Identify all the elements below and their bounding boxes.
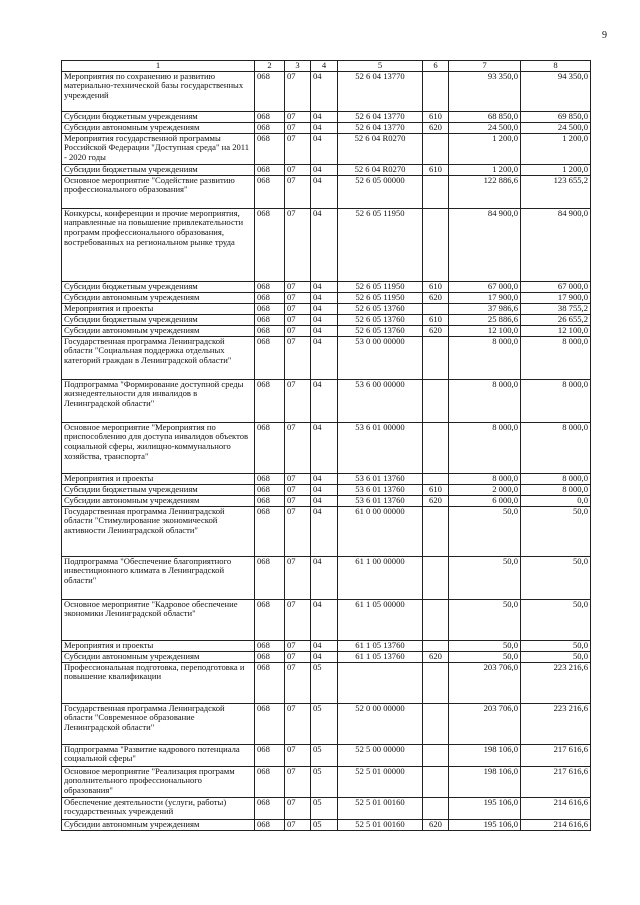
row-value-cell: 05 — [311, 797, 338, 819]
row-value-cell: 068 — [255, 703, 285, 744]
row-value-cell: 217 616,6 — [521, 744, 591, 766]
row-value-cell: 217 616,6 — [521, 766, 591, 797]
row-value-cell: 07 — [285, 703, 311, 744]
row-value-cell: 122 886,6 — [449, 175, 521, 208]
row-value-cell: 04 — [311, 175, 338, 208]
row-value-cell: 07 — [285, 484, 311, 495]
row-name-cell: Государственная программа Ленинградской области "Стимулирование экономической активности Ленинградской области" — [62, 506, 255, 556]
row-value-cell: 07 — [285, 506, 311, 556]
row-value-cell: 1 200,0 — [521, 164, 591, 175]
row-value-cell — [423, 422, 449, 473]
row-value-cell: 61 1 00 00000 — [338, 556, 423, 599]
row-value-cell: 07 — [285, 303, 311, 314]
row-value-cell: 04 — [311, 640, 338, 651]
row-value-cell: 07 — [285, 819, 311, 830]
row-name-cell: Субсидии бюджетным учреждениям — [62, 314, 255, 325]
row-value-cell: 52 5 01 00160 — [338, 797, 423, 819]
row-value-cell: 04 — [311, 292, 338, 303]
row-value-cell: 068 — [255, 164, 285, 175]
row-value-cell: 214 616,6 — [521, 819, 591, 830]
row-value-cell: 69 850,0 — [521, 111, 591, 122]
row-value-cell: 04 — [311, 484, 338, 495]
row-name-cell: Конкурсы, конференции и прочие мероприятия, направленные на повышение привлекательности программ профессионального образования, востребованных на региональном рынке труда — [62, 208, 255, 281]
row-name-cell: Мероприятия и проекты — [62, 640, 255, 651]
row-value-cell: 61 1 05 13760 — [338, 651, 423, 662]
row-value-cell: 12 100,0 — [449, 325, 521, 336]
row-value-cell: 068 — [255, 797, 285, 819]
row-value-cell: 12 100,0 — [521, 325, 591, 336]
table-row — [62, 556, 591, 599]
row-value-cell: 07 — [285, 314, 311, 325]
row-value-cell: 068 — [255, 422, 285, 473]
row-value-cell: 52 6 04 13770 — [338, 111, 423, 122]
row-value-cell: 05 — [311, 744, 338, 766]
row-value-cell: 07 — [285, 208, 311, 281]
row-value-cell: 04 — [311, 71, 338, 111]
row-value-cell: 52 0 00 00000 — [338, 703, 423, 744]
row-value-cell: 61 1 05 13760 — [338, 640, 423, 651]
row-value-cell: 07 — [285, 422, 311, 473]
row-name-cell: Основное мероприятие "Мероприятия по приспособлению для доступа инвалидов объектов социальной сферы, жилищно-коммунального хозяйства, транспорта" — [62, 422, 255, 473]
row-value-cell: 620 — [423, 292, 449, 303]
row-value-cell: 52 6 05 13760 — [338, 314, 423, 325]
row-value-cell: 068 — [255, 495, 285, 506]
row-value-cell: 068 — [255, 599, 285, 640]
row-value-cell: 07 — [285, 379, 311, 422]
row-value-cell: 068 — [255, 122, 285, 133]
page-number: 9 — [602, 30, 607, 41]
row-value-cell: 6 000,0 — [449, 495, 521, 506]
row-value-cell: 50,0 — [449, 556, 521, 599]
row-value-cell — [423, 473, 449, 484]
row-value-cell: 8 000,0 — [449, 473, 521, 484]
row-value-cell: 38 755,2 — [521, 303, 591, 314]
row-value-cell: 07 — [285, 599, 311, 640]
row-value-cell: 223 216,6 — [521, 662, 591, 703]
header-cell: 7 — [449, 61, 521, 72]
row-value-cell: 068 — [255, 662, 285, 703]
row-value-cell: 8 000,0 — [449, 379, 521, 422]
table-row — [62, 292, 591, 303]
row-value-cell: 07 — [285, 640, 311, 651]
table-row — [62, 473, 591, 484]
row-value-cell — [423, 208, 449, 281]
row-value-cell: 068 — [255, 336, 285, 379]
table-row — [62, 797, 591, 819]
row-value-cell: 620 — [423, 819, 449, 830]
row-value-cell: 198 106,0 — [449, 744, 521, 766]
row-value-cell: 07 — [285, 495, 311, 506]
row-value-cell: 07 — [285, 292, 311, 303]
row-value-cell: 214 616,6 — [521, 797, 591, 819]
row-value-cell: 07 — [285, 122, 311, 133]
row-name-cell: Подпрограмма "Обеспечение благоприятного инвестиционного климата в Ленинградской области" — [62, 556, 255, 599]
row-value-cell: 068 — [255, 208, 285, 281]
row-value-cell: 068 — [255, 744, 285, 766]
row-value-cell: 04 — [311, 599, 338, 640]
row-value-cell: 2 000,0 — [449, 484, 521, 495]
row-value-cell: 068 — [255, 766, 285, 797]
row-value-cell: 07 — [285, 651, 311, 662]
row-value-cell: 67 000,0 — [449, 281, 521, 292]
table-row — [62, 662, 591, 703]
row-name-cell: Подпрограмма "Формирование доступной среды жизнедеятельности для инвалидов в Ленинградской области" — [62, 379, 255, 422]
row-name-cell: Субсидии бюджетным учреждениям — [62, 484, 255, 495]
row-name-cell: Подпрограмма "Развитие кадрового потенциала социальной сферы" — [62, 744, 255, 766]
table-row — [62, 744, 591, 766]
row-value-cell: 04 — [311, 556, 338, 599]
row-value-cell: 07 — [285, 473, 311, 484]
row-name-cell: Основное мероприятие "Реализация программ дополнительного профессионального образования" — [62, 766, 255, 797]
table-row — [62, 314, 591, 325]
row-name-cell: Основное мероприятие "Содействие развитию профессионального образования" — [62, 175, 255, 208]
row-value-cell: 52 5 01 00160 — [338, 819, 423, 830]
row-value-cell: 04 — [311, 281, 338, 292]
row-value-cell: 8 000,0 — [521, 473, 591, 484]
row-value-cell: 068 — [255, 556, 285, 599]
row-value-cell: 17 900,0 — [521, 292, 591, 303]
row-value-cell: 1 200,0 — [521, 133, 591, 164]
row-value-cell: 8 000,0 — [449, 422, 521, 473]
row-value-cell: 0,0 — [521, 495, 591, 506]
row-value-cell: 07 — [285, 133, 311, 164]
row-value-cell: 61 1 05 00000 — [338, 599, 423, 640]
row-value-cell: 50,0 — [449, 599, 521, 640]
row-value-cell: 50,0 — [521, 651, 591, 662]
row-value-cell: 52 5 00 00000 — [338, 744, 423, 766]
row-value-cell: 24 500,0 — [449, 122, 521, 133]
row-value-cell — [423, 175, 449, 208]
row-value-cell: 1 200,0 — [449, 164, 521, 175]
header-cell: 2 — [255, 61, 285, 72]
row-value-cell: 07 — [285, 336, 311, 379]
table-row — [62, 164, 591, 175]
row-value-cell — [423, 303, 449, 314]
table-row — [62, 71, 591, 111]
row-value-cell: 50,0 — [449, 651, 521, 662]
row-value-cell: 1 200,0 — [449, 133, 521, 164]
row-value-cell: 068 — [255, 71, 285, 111]
row-value-cell: 068 — [255, 303, 285, 314]
row-name-cell: Мероприятия по сохранению и развитию материально-технической базы государственных учреждений — [62, 71, 255, 111]
row-value-cell: 53 6 01 00000 — [338, 422, 423, 473]
row-value-cell: 068 — [255, 281, 285, 292]
table-row — [62, 325, 591, 336]
row-value-cell: 04 — [311, 325, 338, 336]
row-value-cell: 04 — [311, 133, 338, 164]
table-row — [62, 379, 591, 422]
row-value-cell: 05 — [311, 766, 338, 797]
row-value-cell: 068 — [255, 473, 285, 484]
row-value-cell: 068 — [255, 111, 285, 122]
row-value-cell: 50,0 — [521, 599, 591, 640]
row-value-cell: 05 — [311, 662, 338, 703]
row-value-cell: 123 655,2 — [521, 175, 591, 208]
row-value-cell: 04 — [311, 303, 338, 314]
row-value-cell: 068 — [255, 651, 285, 662]
row-value-cell: 07 — [285, 111, 311, 122]
row-value-cell: 07 — [285, 71, 311, 111]
table-row — [62, 122, 591, 133]
table-row — [62, 766, 591, 797]
row-value-cell: 8 000,0 — [521, 484, 591, 495]
row-value-cell: 068 — [255, 640, 285, 651]
row-value-cell — [423, 797, 449, 819]
row-value-cell: 52 6 05 13760 — [338, 303, 423, 314]
row-value-cell: 25 886,6 — [449, 314, 521, 325]
row-value-cell: 04 — [311, 651, 338, 662]
row-value-cell: 07 — [285, 556, 311, 599]
row-name-cell: Основное мероприятие "Кадровое обеспечение экономики Ленинградской области" — [62, 599, 255, 640]
table-row — [62, 111, 591, 122]
row-name-cell: Государственная программа Ленинградской области "Социальная поддержка отдельных категорий граждан в Ленинградской области" — [62, 336, 255, 379]
table-row — [62, 506, 591, 556]
row-value-cell: 04 — [311, 164, 338, 175]
row-name-cell: Субсидии автономным учреждениям — [62, 325, 255, 336]
row-value-cell: 07 — [285, 281, 311, 292]
row-name-cell: Субсидии бюджетным учреждениям — [62, 164, 255, 175]
table-row — [62, 422, 591, 473]
row-value-cell: 07 — [285, 175, 311, 208]
row-value-cell — [423, 71, 449, 111]
row-value-cell: 04 — [311, 495, 338, 506]
table-row — [62, 495, 591, 506]
row-name-cell: Мероприятия государственной программы Российской Федерации "Доступная среда" на 2011 - 2020 годы — [62, 133, 255, 164]
row-value-cell: 53 6 00 00000 — [338, 379, 423, 422]
row-value-cell: 52 6 05 13760 — [338, 325, 423, 336]
row-value-cell: 52 5 01 00000 — [338, 766, 423, 797]
row-value-cell: 068 — [255, 314, 285, 325]
row-value-cell: 50,0 — [521, 640, 591, 651]
row-value-cell — [338, 662, 423, 703]
row-value-cell — [423, 336, 449, 379]
row-value-cell: 05 — [311, 819, 338, 830]
row-value-cell: 068 — [255, 506, 285, 556]
row-name-cell: Субсидии автономным учреждениям — [62, 495, 255, 506]
header-cell: 4 — [311, 61, 338, 72]
row-name-cell: Субсидии автономным учреждениям — [62, 122, 255, 133]
row-value-cell — [423, 640, 449, 651]
row-value-cell: 620 — [423, 325, 449, 336]
row-value-cell: 620 — [423, 651, 449, 662]
row-value-cell: 04 — [311, 506, 338, 556]
row-value-cell: 53 6 01 13760 — [338, 473, 423, 484]
row-value-cell: 07 — [285, 325, 311, 336]
header-cell: 3 — [285, 61, 311, 72]
row-value-cell: 07 — [285, 662, 311, 703]
row-name-cell: Субсидии бюджетным учреждениям — [62, 281, 255, 292]
row-value-cell: 52 6 04 13770 — [338, 71, 423, 111]
row-value-cell: 50,0 — [521, 556, 591, 599]
row-name-cell: Мероприятия и проекты — [62, 303, 255, 314]
row-value-cell: 195 106,0 — [449, 797, 521, 819]
budget-table — [61, 60, 591, 831]
row-value-cell: 068 — [255, 325, 285, 336]
table-row — [62, 703, 591, 744]
row-value-cell — [423, 506, 449, 556]
table-row — [62, 133, 591, 164]
row-value-cell: 53 0 00 00000 — [338, 336, 423, 379]
row-value-cell: 67 000,0 — [521, 281, 591, 292]
row-value-cell: 94 350,0 — [521, 71, 591, 111]
row-value-cell: 68 850,0 — [449, 111, 521, 122]
row-value-cell: 05 — [311, 703, 338, 744]
row-name-cell: Обеспечение деятельности (услуги, работы) государственных учреждений — [62, 797, 255, 819]
row-value-cell: 52 6 05 00000 — [338, 175, 423, 208]
header-row — [62, 61, 591, 72]
row-value-cell: 61 0 00 00000 — [338, 506, 423, 556]
row-value-cell: 50,0 — [449, 506, 521, 556]
row-name-cell: Государственная программа Ленинградской области "Современное образование Ленинградской области" — [62, 703, 255, 744]
row-value-cell: 07 — [285, 797, 311, 819]
row-value-cell: 8 000,0 — [521, 336, 591, 379]
row-value-cell: 52 6 04 R0270 — [338, 164, 423, 175]
row-value-cell: 068 — [255, 292, 285, 303]
table-row — [62, 599, 591, 640]
row-value-cell: 24 500,0 — [521, 122, 591, 133]
row-value-cell: 52 6 05 11950 — [338, 281, 423, 292]
row-value-cell: 068 — [255, 175, 285, 208]
row-value-cell: 8 000,0 — [449, 336, 521, 379]
table-row — [62, 640, 591, 651]
row-value-cell: 068 — [255, 484, 285, 495]
row-value-cell — [423, 703, 449, 744]
table-row — [62, 651, 591, 662]
row-value-cell — [423, 744, 449, 766]
row-name-cell: Субсидии бюджетным учреждениям — [62, 111, 255, 122]
row-value-cell: 93 350,0 — [449, 71, 521, 111]
row-value-cell: 52 6 05 11950 — [338, 208, 423, 281]
row-value-cell: 203 706,0 — [449, 703, 521, 744]
row-value-cell: 068 — [255, 819, 285, 830]
row-value-cell: 52 6 04 13770 — [338, 122, 423, 133]
row-value-cell: 04 — [311, 473, 338, 484]
row-value-cell — [423, 556, 449, 599]
table-row — [62, 819, 591, 830]
row-value-cell: 17 900,0 — [449, 292, 521, 303]
row-value-cell: 26 655,2 — [521, 314, 591, 325]
row-value-cell: 198 106,0 — [449, 766, 521, 797]
table-row — [62, 484, 591, 495]
row-value-cell: 610 — [423, 111, 449, 122]
row-name-cell: Мероприятия и проекты — [62, 473, 255, 484]
row-value-cell: 37 986,6 — [449, 303, 521, 314]
row-value-cell: 8 000,0 — [521, 379, 591, 422]
row-value-cell: 04 — [311, 336, 338, 379]
row-value-cell: 04 — [311, 422, 338, 473]
row-value-cell: 068 — [255, 133, 285, 164]
header-cell: 8 — [521, 61, 591, 72]
row-value-cell: 52 6 05 11950 — [338, 292, 423, 303]
table-row — [62, 175, 591, 208]
row-name-cell: Субсидии автономным учреждениям — [62, 651, 255, 662]
table-row — [62, 208, 591, 281]
row-value-cell: 04 — [311, 314, 338, 325]
row-value-cell: 8 000,0 — [521, 422, 591, 473]
row-value-cell: 610 — [423, 281, 449, 292]
row-value-cell — [423, 133, 449, 164]
table-row — [62, 303, 591, 314]
row-value-cell: 53 6 01 13760 — [338, 495, 423, 506]
row-name-cell: Профессиональная подготовка, переподготовка и повышение квалификации — [62, 662, 255, 703]
row-value-cell: 195 106,0 — [449, 819, 521, 830]
row-name-cell: Субсидии автономным учреждениям — [62, 292, 255, 303]
row-value-cell: 04 — [311, 111, 338, 122]
row-name-cell: Субсидии автономным учреждениям — [62, 819, 255, 830]
row-value-cell: 07 — [285, 766, 311, 797]
row-value-cell: 04 — [311, 122, 338, 133]
row-value-cell — [423, 662, 449, 703]
row-value-cell: 07 — [285, 164, 311, 175]
row-value-cell: 53 6 01 13760 — [338, 484, 423, 495]
row-value-cell: 52 6 04 R0270 — [338, 133, 423, 164]
row-value-cell: 610 — [423, 314, 449, 325]
row-value-cell: 203 706,0 — [449, 662, 521, 703]
row-value-cell: 04 — [311, 379, 338, 422]
row-value-cell: 84 900,0 — [449, 208, 521, 281]
header-cell: 5 — [338, 61, 423, 72]
row-value-cell: 068 — [255, 379, 285, 422]
header-cell: 1 — [62, 61, 255, 72]
row-value-cell: 04 — [311, 208, 338, 281]
row-value-cell — [423, 766, 449, 797]
table-row — [62, 281, 591, 292]
row-value-cell — [423, 599, 449, 640]
row-value-cell: 223 216,6 — [521, 703, 591, 744]
row-value-cell: 07 — [285, 744, 311, 766]
row-value-cell: 84 900,0 — [521, 208, 591, 281]
row-value-cell: 610 — [423, 164, 449, 175]
row-value-cell: 610 — [423, 484, 449, 495]
row-value-cell: 50,0 — [449, 640, 521, 651]
header-cell: 6 — [423, 61, 449, 72]
row-value-cell: 620 — [423, 495, 449, 506]
row-value-cell — [423, 379, 449, 422]
row-value-cell: 50,0 — [521, 506, 591, 556]
row-value-cell: 620 — [423, 122, 449, 133]
table-row — [62, 336, 591, 379]
